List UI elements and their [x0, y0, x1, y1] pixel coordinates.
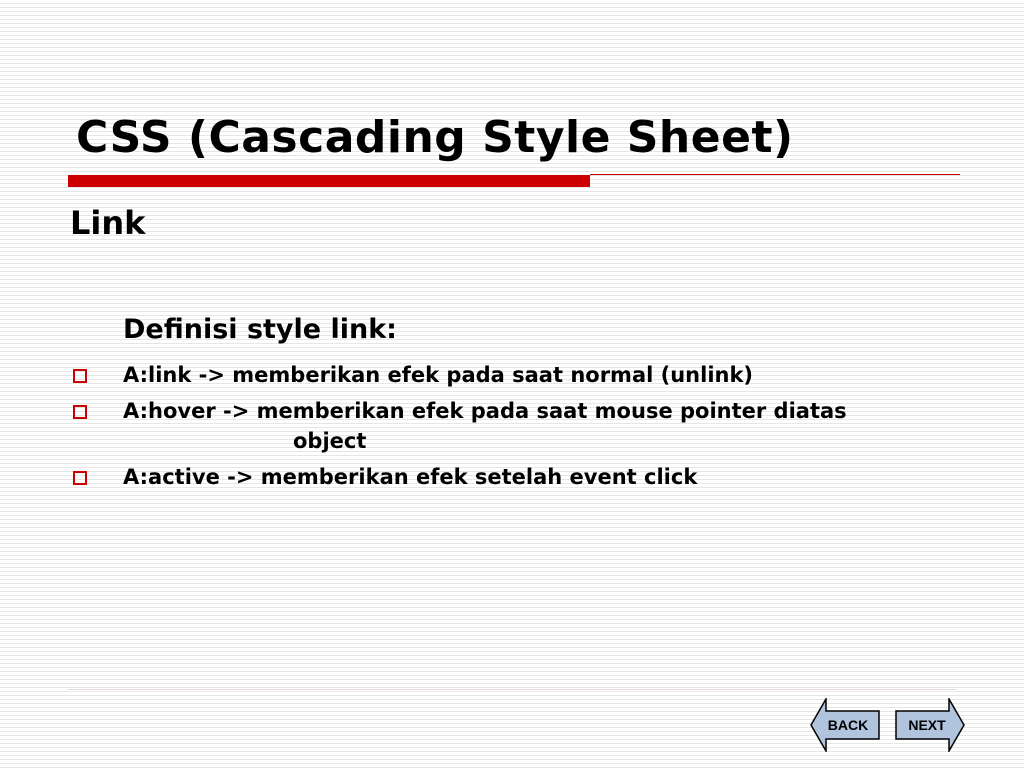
bullet-item	[70, 462, 1010, 492]
square-bullet-icon	[73, 471, 87, 485]
bullet-list	[70, 360, 1010, 498]
next-label: NEXT	[908, 717, 946, 733]
subheading: Definisi style link:	[123, 314, 397, 345]
next-button[interactable]	[895, 698, 965, 752]
square-bullet-icon	[73, 405, 87, 419]
bullet-continuation: object	[293, 429, 367, 453]
square-bullet-icon	[73, 369, 87, 383]
title-underline-thick	[68, 175, 590, 187]
slide-title: CSS (Cascading Style Sheet)	[76, 112, 794, 163]
bullet-item	[70, 360, 1010, 390]
bullet-item	[70, 396, 1010, 456]
section-heading: Link	[70, 204, 146, 242]
bullet-text: A:link -> memberikan efek pada saat normal (unlink)	[123, 363, 754, 387]
bullet-text: A:active -> memberikan efek setelah event click	[123, 465, 698, 489]
back-button[interactable]	[810, 698, 880, 752]
bullet-text: A:hover -> memberikan efek pada saat mouse pointer diatas	[123, 399, 847, 423]
back-label: BACK	[827, 717, 869, 733]
footer-divider	[68, 689, 956, 690]
title-underline-thin	[590, 174, 960, 175]
